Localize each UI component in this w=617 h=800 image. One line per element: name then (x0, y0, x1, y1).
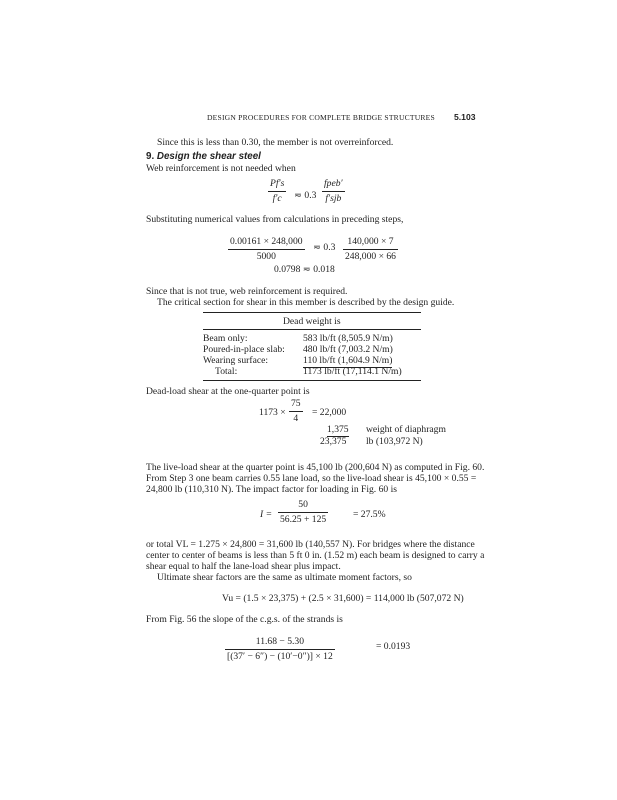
paragraph: Since this is less than 0.30, the member is not overreinforced. (157, 137, 394, 148)
fraction-numerator: 75 (291, 398, 301, 409)
equation-fraction-left (268, 178, 286, 206)
table-rule-bottom (203, 380, 421, 381)
section-heading (146, 151, 261, 164)
table-row-value: 480 lb/ft (7,003.2 N/m) (303, 344, 393, 355)
equation-fraction-right (322, 178, 345, 206)
equation-lhs: 1173 × (259, 407, 286, 418)
paragraph: Web reinforcement is not needed when (146, 163, 296, 174)
equation-rhs: = 0.0193 (376, 641, 411, 652)
equation-ultimate-shear: Vu = (1.5 × 23,375) + (2.5 × 31,600) = 114,000 lb (507,072 N) (222, 593, 464, 604)
fraction-numerator: Pf′s (270, 178, 285, 189)
table-rule-top (203, 312, 421, 313)
fraction-numerator: 50 (298, 499, 308, 510)
fraction-denominator: [(37′ − 6″) − (10′−0″)] × 12 (227, 651, 333, 663)
equation-result: 0.0798 ≂ 0.018 (274, 264, 335, 275)
fraction-denominator: f′sjb (325, 193, 342, 205)
equation-fraction-right (343, 236, 398, 264)
table-row-label: Total: (215, 366, 238, 377)
paragraph: From Fig. 56 the slope of the c.g.s. of the strands is (146, 614, 343, 625)
fraction-denominator: 248,000 × 66 (345, 251, 396, 263)
fraction-numerator: 140,000 × 7 (347, 236, 394, 247)
fraction-denominator: f′c (272, 193, 282, 205)
section-number: 9. (146, 151, 155, 162)
table-heading: Dead weight is (283, 316, 341, 327)
table-row-value: 1173 lb/ft (17,114.1 N/m) (303, 366, 402, 377)
paragraph: The critical section for shear in this member is described by the design guide. (157, 297, 455, 308)
fraction-numerator: 11.68 − 5.30 (255, 636, 304, 647)
total-label: lb (103,972 N) (366, 436, 423, 447)
paragraph: Ultimate shear factors are the same as ultimate moment factors, so (157, 572, 412, 583)
total-value: 23,375 (320, 436, 347, 447)
section-title: Design the shear steel (156, 151, 261, 162)
equation-rhs: = 27.5% (353, 509, 386, 520)
fraction-denominator: 5000 (256, 251, 276, 263)
equation-fraction (225, 636, 335, 664)
addend-label: weight of diaphragm (366, 424, 446, 435)
paragraph: Substituting numerical values from calculations in preceding steps, (146, 214, 404, 225)
paragraph-line: From Step 3 one beam carries 0.55 lane load, so the live-load shear is 45,100 × 0.55 = (146, 473, 477, 484)
table-row-value: 110 lb/ft (1,604.9 N/m) (303, 355, 392, 368)
paragraph: Since that is not true, web reinforcement is required. (146, 286, 348, 297)
equation-fraction (289, 398, 303, 426)
equation-operator: ≂ 0.3 (313, 242, 336, 253)
equation-fraction-left (228, 236, 305, 264)
fraction-denominator: 56.25 + 125 (280, 514, 327, 526)
table-row-value: 583 lb/ft (8,505.9 N/m) (303, 333, 393, 344)
paragraph-line: or total VL = 1.275 × 24,800 = 31,600 lb (140,557 N). For bridges where the distance (146, 539, 475, 550)
table-row-label: Beam only: (203, 333, 248, 344)
paragraph-line: center to center of beams is less than 5 ft 0 in. (1.52 m) each beam is designed to carry a (146, 550, 485, 561)
fraction-numerator: 0.00161 × 248,000 (230, 236, 303, 247)
paragraph: Dead-load shear at the one-quarter point is (146, 386, 310, 397)
fraction-numerator: fpeb′ (324, 178, 343, 189)
table-row-label: Wearing surface: (203, 355, 269, 366)
equation-operator: ≂ 0.3 (294, 190, 317, 201)
equation-rhs: = 22,000 (312, 407, 347, 418)
running-header: DESIGN PROCEDURES FOR COMPLETE BRIDGE STRUCTURES (207, 113, 435, 122)
paragraph-line: 24,800 lb (110,310 N). The impact factor for loading in Fig. 60 is (146, 484, 397, 495)
addend-value: 1,375 (327, 424, 349, 437)
equation-fraction (278, 499, 328, 527)
page-number: 5.103 (454, 112, 476, 122)
table-row-label: Poured-in-place slab: (203, 344, 285, 355)
table-rule-mid (203, 329, 421, 330)
fraction-denominator: 4 (293, 413, 299, 425)
equation-lhs: I = (260, 509, 273, 520)
paragraph-line: shear equal to half the lane-load shear plus impact. (146, 561, 341, 572)
paragraph-line: The live-load shear at the quarter point is 45,100 lb (200,604 N) as computed in Fig. 60. (146, 462, 485, 473)
